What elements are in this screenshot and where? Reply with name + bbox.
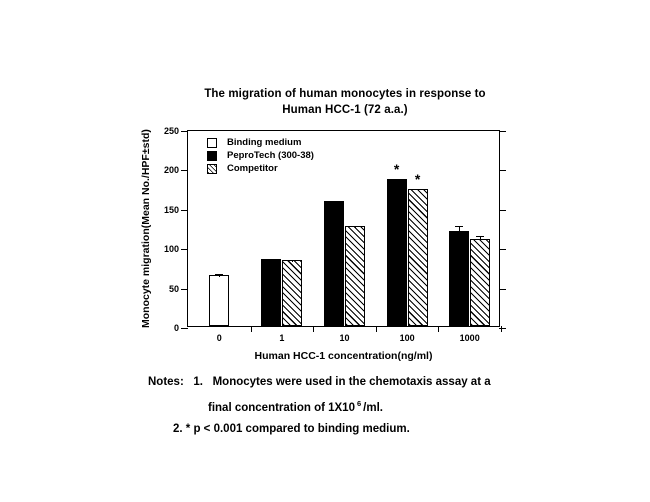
chart-legend bbox=[207, 136, 314, 175]
error-bar-1000-solid bbox=[459, 226, 460, 233]
x-tick-label-100: 100 bbox=[399, 333, 415, 343]
chart-title bbox=[145, 86, 545, 118]
y-tick-100 bbox=[181, 249, 188, 250]
y-tick-right-50 bbox=[499, 289, 506, 290]
notes-block bbox=[148, 372, 568, 440]
chart-title-line1: The migration of human monocytes in response to bbox=[204, 88, 486, 100]
y-tick-250 bbox=[181, 131, 188, 132]
legend-item-open bbox=[207, 136, 314, 149]
y-tick-label-250: 250 bbox=[163, 126, 179, 136]
y-tick-label-0: 0 bbox=[173, 323, 179, 333]
note-line-1 bbox=[148, 372, 568, 393]
x-tick-1000 bbox=[501, 326, 502, 332]
error-cap-1000-solid bbox=[455, 226, 463, 227]
x-tick-label-0: 0 bbox=[216, 333, 222, 343]
error-cap-100-solid bbox=[393, 179, 401, 180]
y-tick-label-50: 50 bbox=[168, 283, 179, 294]
y-tick-right-200 bbox=[499, 170, 506, 171]
x-axis-label: Human HCC-1 concentration(ng/ml) bbox=[254, 350, 433, 362]
error-cap-10-hatch bbox=[351, 226, 359, 227]
note-1-text: Monocytes were used in the chemotaxis assay at a bbox=[212, 376, 491, 388]
error-cap-100-hatch bbox=[414, 189, 422, 190]
y-tick-right-150 bbox=[499, 210, 506, 211]
x-tick-label-1000: 1000 bbox=[459, 333, 480, 343]
legend-swatch-hatch bbox=[207, 164, 217, 174]
bar-1000-hatch bbox=[470, 239, 490, 326]
legend-label-hatch: Competitor bbox=[227, 163, 278, 174]
notes-heading: Notes: bbox=[148, 376, 184, 388]
note-1-number: 1. bbox=[193, 376, 203, 388]
note-line-3 bbox=[148, 419, 568, 440]
y-tick-0 bbox=[181, 328, 188, 329]
y-tick-right-250 bbox=[499, 131, 506, 132]
error-cap-1-solid bbox=[267, 259, 275, 260]
y-axis-label: Monocyte migration(Mean No./HPF±std) bbox=[140, 129, 152, 328]
y-tick-label-100: 100 bbox=[163, 244, 179, 255]
legend-swatch-open bbox=[207, 138, 217, 148]
bar-10-solid bbox=[324, 201, 344, 326]
legend-item-hatch bbox=[207, 162, 314, 175]
y-tick-200 bbox=[181, 170, 188, 171]
note-1-continued: final concentration of 1X10 bbox=[208, 401, 355, 414]
legend-swatch-solid bbox=[207, 151, 217, 161]
significance-star-100-hatch: * bbox=[414, 170, 421, 187]
significance-star-100-solid: * bbox=[393, 161, 400, 178]
chart-title-line2: Human HCC-1 (72 a.a.) bbox=[282, 104, 408, 116]
error-cap-0-open bbox=[215, 274, 223, 275]
x-tick-label-1: 1 bbox=[279, 333, 285, 343]
y-tick-50 bbox=[181, 289, 188, 290]
y-tick-label-150: 150 bbox=[163, 204, 179, 215]
bar-1-solid bbox=[261, 259, 281, 326]
error-cap-1-hatch bbox=[288, 260, 296, 261]
x-tick-100 bbox=[438, 326, 439, 332]
x-tick-label-10: 10 bbox=[339, 333, 350, 343]
note-2-text: 2. * p < 0.001 compared to binding medium. bbox=[173, 422, 410, 435]
bar-0-open bbox=[209, 275, 229, 326]
legend-item-solid bbox=[207, 149, 314, 162]
bar-1-hatch bbox=[282, 260, 302, 326]
error-cap-10-solid bbox=[330, 201, 338, 202]
y-tick-right-100 bbox=[499, 249, 506, 250]
y-tick-label-200: 200 bbox=[163, 165, 179, 176]
x-tick-1 bbox=[313, 326, 314, 332]
bar-1000-solid bbox=[449, 231, 469, 326]
legend-label-open: Binding medium bbox=[227, 137, 302, 148]
x-tick-10 bbox=[376, 326, 377, 332]
note-line-2 bbox=[148, 393, 568, 419]
plot-area bbox=[140, 126, 500, 343]
note-1-unit: /ml. bbox=[363, 401, 383, 414]
x-tick-0 bbox=[251, 326, 252, 332]
bar-10-hatch bbox=[345, 226, 365, 326]
bar-100-solid bbox=[387, 179, 407, 326]
legend-label-solid: PeproTech (300-38) bbox=[227, 150, 314, 161]
note-1-exponent: 6 bbox=[356, 399, 362, 408]
bar-100-hatch bbox=[408, 189, 428, 326]
error-cap-1000-hatch bbox=[476, 236, 484, 237]
y-tick-150 bbox=[181, 210, 188, 211]
